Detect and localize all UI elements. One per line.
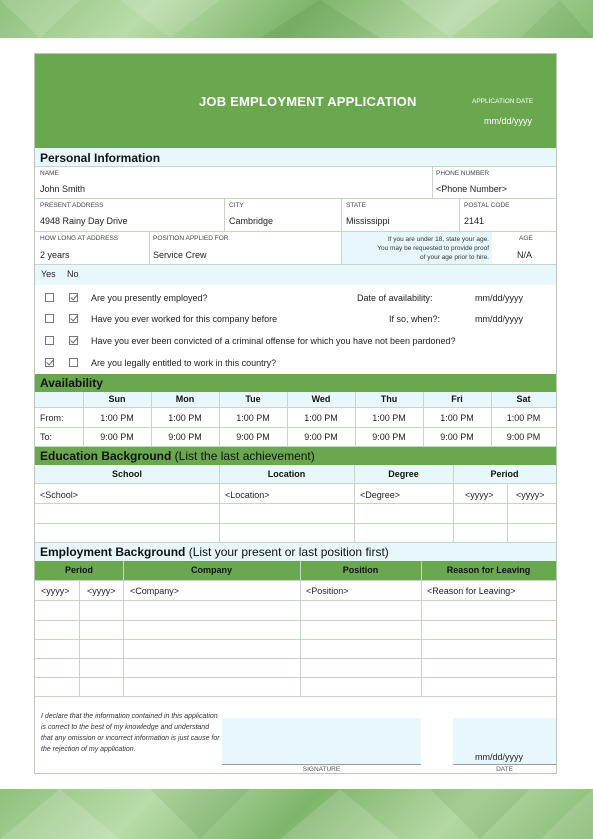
- how-long-field[interactable]: 2 years: [40, 250, 70, 260]
- how-long-label: HOW LONG AT ADDRESS: [40, 235, 119, 242]
- age-note-line-1: If you are under 18, state your age.: [387, 236, 489, 243]
- education-section-title: Education Background (List the last achievement): [40, 449, 315, 463]
- to-fri[interactable]: 9:00 PM: [440, 432, 474, 442]
- employment-header-row: [35, 561, 556, 580]
- availability-section-title: Availability: [40, 376, 103, 390]
- q4-yes-checkbox[interactable]: [45, 358, 54, 367]
- q3-question: Have you ever been convicted of a criminal offense for which you have not been pardoned?: [91, 336, 456, 346]
- yes-column-label: Yes: [41, 269, 56, 279]
- from-mon[interactable]: 1:00 PM: [168, 413, 202, 423]
- education-col-school: School: [111, 469, 142, 479]
- from-fri[interactable]: 1:00 PM: [440, 413, 474, 423]
- address-label: PRESENT ADDRESS: [40, 202, 104, 209]
- yes-no-header-bar: [35, 265, 556, 285]
- education-school-field[interactable]: <School>: [40, 490, 79, 500]
- day-tue: Tue: [245, 394, 261, 404]
- employment-col-reason: Reason for Leaving: [446, 565, 531, 575]
- education-location-field[interactable]: <Location>: [225, 490, 270, 500]
- worked-when-label: If so, when?:: [389, 314, 441, 324]
- state-field[interactable]: Mississippi: [346, 216, 390, 226]
- name-field[interactable]: John Smith: [40, 184, 86, 194]
- employment-company-field[interactable]: <Company>: [130, 586, 180, 596]
- employment-position-field[interactable]: <Position>: [306, 586, 349, 596]
- to-label: To:: [40, 432, 53, 442]
- position-field[interactable]: Service Crew: [153, 250, 207, 260]
- q1-no-checkbox[interactable]: [69, 293, 78, 302]
- q2-no-checkbox[interactable]: [69, 314, 78, 323]
- declaration-date-field[interactable]: mm/dd/yyyy: [475, 752, 524, 762]
- address-field[interactable]: 4948 Rainy Day Drive: [40, 216, 128, 226]
- availability-title-bar: [35, 374, 556, 392]
- postal-code-field[interactable]: 2141: [464, 216, 485, 226]
- q4-no-checkbox[interactable]: [69, 358, 78, 367]
- q1-yes-checkbox[interactable]: [45, 293, 54, 302]
- declaration-text: I declare that the information contained in this application is correct to the best of my knowledge and understand that any omission or incorrect information is just cause for the rejection of my application.: [41, 713, 220, 753]
- bottom-decorative-band: [0, 789, 593, 839]
- to-wed[interactable]: 9:00 PM: [304, 432, 338, 442]
- education-col-location: Location: [267, 469, 306, 479]
- day-mon: Mon: [175, 394, 195, 404]
- age-note-line-2: You may be requested to provide proof: [377, 245, 489, 252]
- q1-question: Are you presently employed?: [91, 293, 208, 303]
- no-column-label: No: [67, 269, 79, 279]
- application-date-label: APPLICATION DATE: [472, 98, 534, 105]
- availability-date-field[interactable]: mm/dd/yyyy: [475, 293, 524, 303]
- from-label: From:: [40, 413, 64, 423]
- q2-yes-checkbox[interactable]: [45, 314, 54, 323]
- top-decorative-band: [0, 0, 593, 38]
- band-pattern: [0, 0, 593, 38]
- q2-question: Have you ever worked for this company before: [91, 314, 278, 324]
- education-from-year-field[interactable]: <yyyy>: [465, 490, 494, 500]
- form-title: JOB EMPLOYMENT APPLICATION: [199, 94, 417, 109]
- employment-col-position: Position: [342, 565, 379, 575]
- day-wed: Wed: [311, 394, 331, 404]
- q3-yes-checkbox[interactable]: [45, 336, 54, 345]
- age-field[interactable]: N/A: [517, 250, 533, 260]
- employment-section-title: Employment Background (List your present or last position first): [40, 545, 389, 559]
- education-col-period: Period: [490, 469, 519, 479]
- from-tue[interactable]: 1:00 PM: [236, 413, 270, 423]
- band-pattern-bottom: [0, 789, 593, 839]
- from-thu[interactable]: 1:00 PM: [372, 413, 406, 423]
- position-label: POSITION APPLIED FOR: [153, 235, 229, 242]
- day-sun: Sun: [108, 394, 126, 404]
- age-label: AGE: [519, 235, 533, 242]
- application-form: [34, 53, 557, 774]
- signature-label: SIGNATURE: [302, 766, 341, 773]
- worked-when-field[interactable]: mm/dd/yyyy: [475, 314, 524, 324]
- to-tue[interactable]: 9:00 PM: [236, 432, 270, 442]
- phone-label: PHONE NUMBER: [436, 170, 490, 177]
- to-sun[interactable]: 9:00 PM: [100, 432, 134, 442]
- state-label: STATE: [346, 202, 366, 209]
- day-sat: Sat: [516, 394, 531, 404]
- employment-col-company: Company: [190, 565, 232, 575]
- phone-field[interactable]: <Phone Number>: [436, 184, 508, 194]
- from-sat[interactable]: 1:00 PM: [506, 413, 541, 423]
- city-field[interactable]: Cambridge: [229, 216, 274, 226]
- education-col-degree: Degree: [388, 469, 419, 479]
- to-thu[interactable]: 9:00 PM: [372, 432, 406, 442]
- employment-to-year-field[interactable]: <yyyy>: [87, 586, 116, 596]
- day-thu: Thu: [380, 394, 398, 404]
- city-label: CITY: [229, 202, 244, 209]
- employment-reason-field[interactable]: <Reason for Leaving>: [427, 586, 516, 596]
- signature-box[interactable]: [222, 718, 421, 764]
- to-sat[interactable]: 9:00 PM: [506, 432, 541, 442]
- postal-code-label: POSTAL CODE: [464, 202, 510, 209]
- name-label: NAME: [40, 170, 59, 177]
- from-wed[interactable]: 1:00 PM: [304, 413, 338, 423]
- education-to-year-field[interactable]: <yyyy>: [516, 490, 545, 500]
- availability-date-label: Date of availability:: [357, 293, 433, 303]
- day-fri: Fri: [451, 394, 463, 404]
- q3-no-checkbox[interactable]: [69, 336, 78, 345]
- employment-from-year-field[interactable]: <yyyy>: [41, 586, 70, 596]
- date-label: DATE: [496, 766, 513, 773]
- to-mon[interactable]: 9:00 PM: [168, 432, 202, 442]
- education-degree-field[interactable]: <Degree>: [360, 490, 401, 500]
- employment-col-period: Period: [64, 565, 93, 575]
- q4-question: Are you legally entitled to work in this country?: [91, 358, 277, 368]
- employment-title-area: [35, 543, 556, 561]
- age-note-line-3: of your age prior to hire.: [419, 254, 489, 261]
- form-header: [35, 54, 556, 148]
- education-title-bar: [35, 447, 556, 465]
- application-date-field[interactable]: mm/dd/yyyy: [484, 116, 533, 126]
- personal-section-title: Personal Information: [40, 151, 161, 165]
- from-sun[interactable]: 1:00 PM: [100, 413, 134, 423]
